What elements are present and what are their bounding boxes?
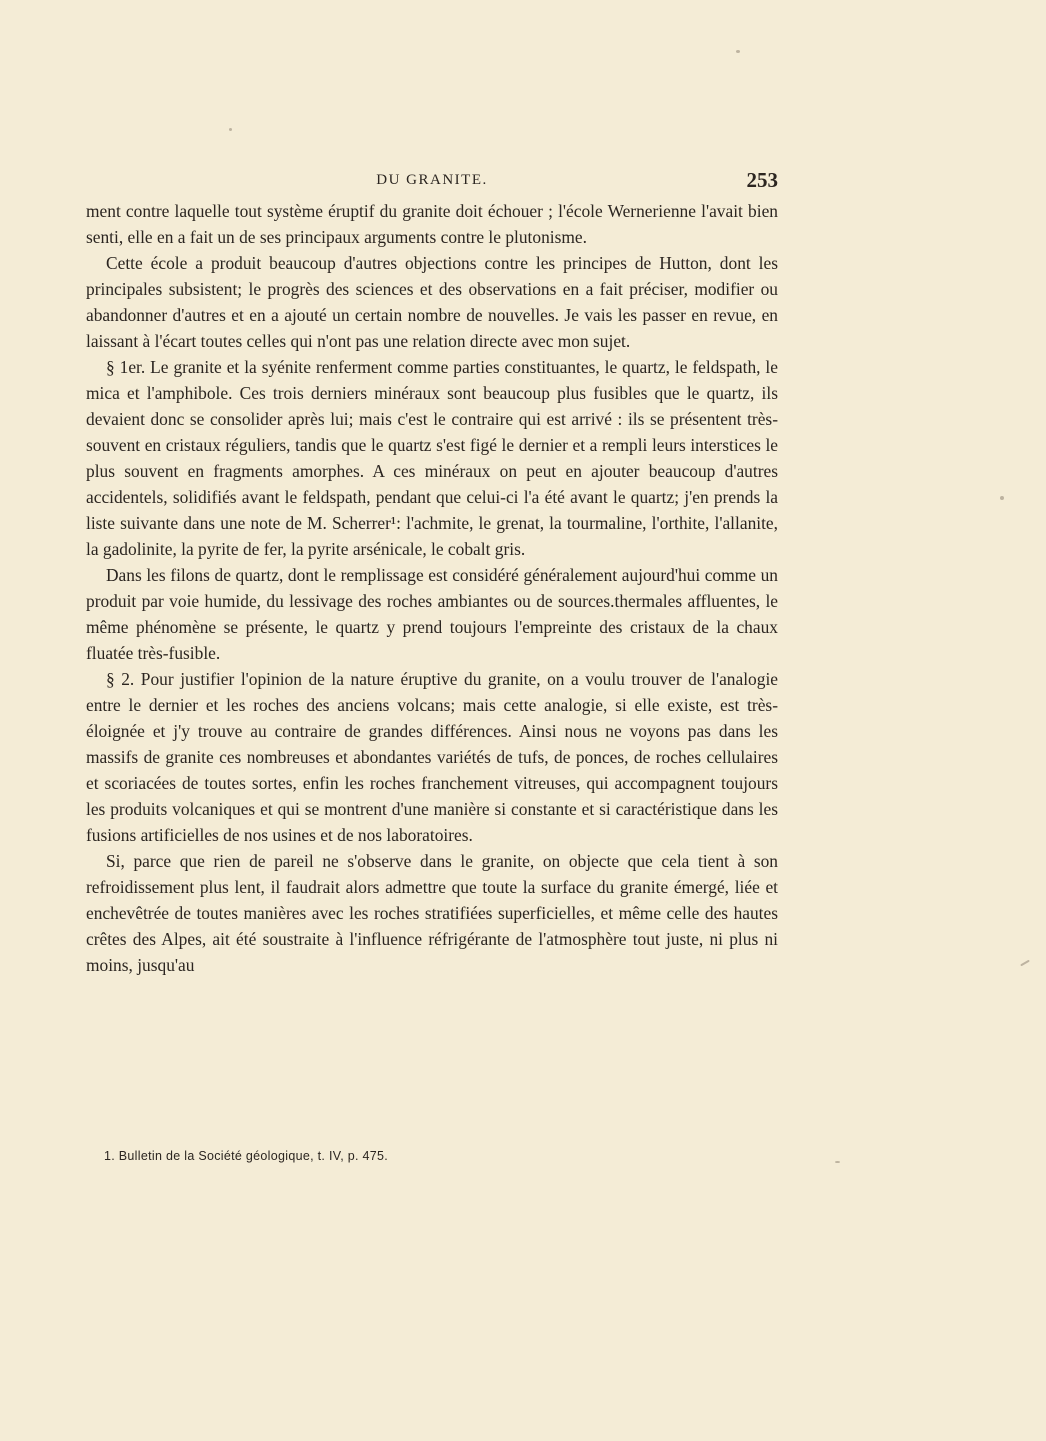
footnote: 1. Bulletin de la Société géologique, t. IV, p. 475. xyxy=(104,1149,389,1163)
page-number: 253 xyxy=(746,168,778,192)
paragraph-continuation: ment contre laquelle tout système éruptif du granite doit échouer ; l'école Wernerienne l'avait bien senti, elle en a fait un de ses principaux arguments contre le plutonisme. xyxy=(86,201,778,247)
paper-speck xyxy=(229,128,232,131)
paragraph-cooling-objection: Si, parce que rien de pareil ne s'observe dans le granite, on objecte que cela tient à son refroidissement plus lent, il faudrait alors admettre que toute la surface du granite émergé, liée et enchevêtrée de toutes manières avec les roches stratifiées superficielles, et même celle des hautes crêtes des Alpes, ait été soustraite à l'influence réfrigérante de l'atmosphère tout juste, ni plus ni moins, jusqu'au xyxy=(86,851,778,975)
running-head xyxy=(86,168,778,194)
paragraph-hutton-objections: Cette école a produit beaucoup d'autres objections contre les principes de Hutton, dont les principales subsistent; le progrès des sciences et des observations en a fait préciser, modifier ou abandonner d'autres et en a ajouté un certain nombre de nouvelles. Je vais les passer en revue, en laissant à l'écart toutes celles qui n'ont pas une relation directe avec mon sujet. xyxy=(86,253,778,351)
body-text xyxy=(86,198,778,978)
paragraph-section-1: § 1er. Le granite et la syénite renferment comme parties constituantes, le quartz, le feldspath, le mica et l'amphibole. Ces trois derniers minéraux sont beaucoup plus fusibles que le quartz, ils devaient donc se consolider après lui; mais c'est le contraire qui est arrivé : ils se présentent très-souvent en cristaux réguliers, tandis que le quartz s'est figé le dernier et a rempli leurs interstices le plus souvent en fragments amorphes. A ces minéraux on peut en ajouter beaucoup d'autres accidentels, solidifiés avant le feldspath, pendant que celui-ci l'a été avant le quartz; j'en prends la liste suivante dans une note de M. Scherrer¹: l'achmite, le grenat, la tourmaline, l'orthite, l'allanite, la gadolinite, la pyrite de fer, la pyrite arsénicale, le cobalt gris. xyxy=(86,357,778,559)
paper-speck xyxy=(835,1161,840,1163)
paper-speck xyxy=(1020,960,1030,967)
paragraph-quartz-veins: Dans les filons de quartz, dont le remplissage est considéré généralement aujourd'hui comme un produit par voie humide, du lessivage des roches ambiantes ou de sources.thermales affluentes, le même phénomène se présente, le quartz y prend toujours l'empreinte des cristaux de la chaux fluatée très-fusible. xyxy=(86,565,778,663)
running-title: DU GRANITE. xyxy=(376,172,488,188)
paper-speck xyxy=(1000,496,1004,500)
paragraph-section-2: § 2. Pour justifier l'opinion de la nature éruptive du granite, on a voulu trouver de l'analogie entre le dernier et les roches des anciens volcans; mais cette analogie, si elle existe, est très-éloignée et j'y trouve au contraire de grandes différences. Ainsi nous ne voyons pas dans les massifs de granite ces nombreuses et abondantes variétés de tufs, de ponces, de roches cellulaires et scoriacées de toutes sortes, enfin les roches franchement vitreuses, qui accompagnent toujours les produits volcaniques et qui se montrent d'une manière si constante et si caractéristique dans les fusions artificielles de nos usines et de nos laboratoires. xyxy=(86,669,778,845)
paper-speck xyxy=(736,50,740,53)
